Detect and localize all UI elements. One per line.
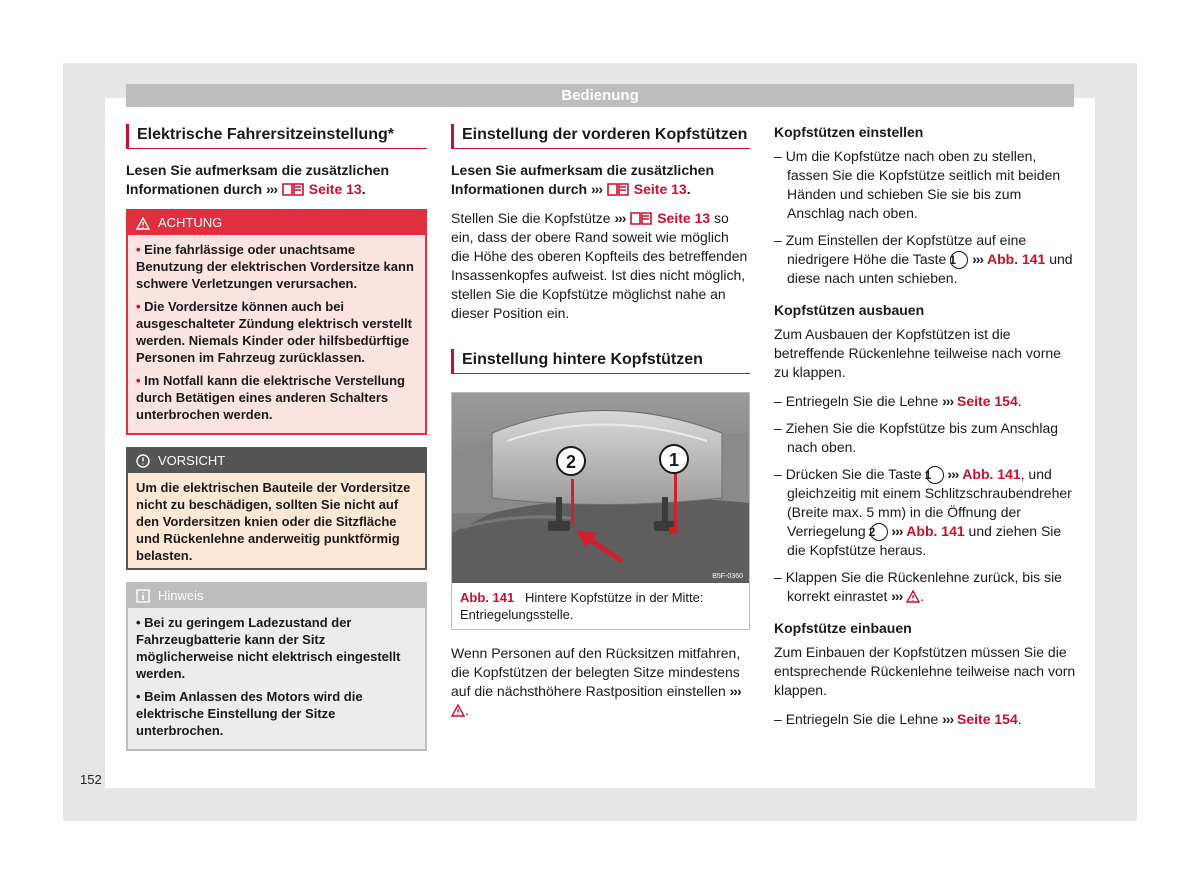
- caption-text: Hintere Kopfstütze in der Mitte: Entriegelungsstelle.: [460, 590, 704, 622]
- list-text: und ziehen Sie die Kopfstütze heraus.: [787, 523, 1062, 558]
- para-text: Wenn Personen auf den Rücksitzen mitfahren, die Kopfstützen der belegten Sitze mindestens auf die nächsthöhere Rastposition einstellen: [451, 645, 741, 699]
- section-title-front-headrest: Einstellung der vorderen Kopfstützen: [451, 124, 750, 149]
- achtung-item: • Im Notfall kann die elektrische Verstellung durch Betätigen eines anderen Schalters unterbrochen werden.: [136, 372, 417, 423]
- achtung-item: • Eine fahrlässige oder unachtsame Benutzung der elektrischen Vordersitze kann schwere Verletzungen verursachen.: [136, 241, 417, 292]
- button-number-badge: 1: [926, 466, 944, 484]
- figure-link[interactable]: Abb. 141: [962, 466, 1021, 482]
- list-item: – Drücken Sie die Taste 1 ››› Abb. 141, und gleichzeitig mit einem Schlitzschraubendreher (Breite max. 5 mm) in die Öffnung der Verriegelung 2 ››› Abb. 141 und ziehen Sie die Kopfstütze heraus.: [774, 466, 1072, 558]
- column-middle: [451, 124, 750, 730]
- subtitle-install: Kopfstütze einbauen: [774, 620, 912, 636]
- headrest-illustration: [452, 393, 749, 583]
- vorsicht-label: VORSICHT: [158, 453, 226, 468]
- hinweis-body: [128, 608, 425, 749]
- list-text: Zum Einstellen der Kopfstütze auf eine niedrigere Höhe die Taste: [785, 232, 1027, 267]
- achtung-label: ACHTUNG: [158, 215, 223, 230]
- button-number-badge: 1: [950, 251, 968, 269]
- caution-icon: [136, 454, 150, 468]
- hinweis-item: • Bei zu geringem Ladezustand der Fahrzeugbatterie kann der Sitz möglicherweise nicht elektrisch eingestellt werden.: [136, 614, 417, 682]
- intro-text: Lesen Sie aufmerksam die zusätzlichen Informationen durch ››› Seite 13.: [451, 162, 714, 197]
- book-icon: [606, 181, 630, 197]
- list-item: – Ziehen Sie die Kopfstütze bis zum Anschlag nach oben.: [774, 420, 1059, 455]
- chevron-icon: ›››: [942, 393, 954, 409]
- hinweis-item: • Beim Anlassen des Motors wird die elektrische Einstellung der Sitze unterbrochen.: [136, 688, 417, 739]
- page-number: 152: [80, 772, 102, 787]
- achtung-body: [128, 235, 425, 433]
- hinweis-box: [126, 582, 427, 751]
- achtung-item: • Die Vordersitze können auch bei ausgeschalteter Zündung elektrisch verstellt werden. Niemals Kinder oder hilfsbedürftige Personen im Fahrzeug zurücklassen.: [136, 298, 417, 366]
- chevron-icon: ›››: [729, 683, 741, 699]
- figure-code: B5F-0360: [712, 573, 743, 580]
- achtung-header: [128, 211, 425, 235]
- warning-icon: [906, 590, 920, 603]
- subtitle-remove: Kopfstützen ausbauen: [774, 302, 925, 318]
- hinweis-header: [128, 584, 425, 608]
- section-title-seat: Elektrische Fahrersitzeinstellung*: [126, 124, 427, 149]
- achtung-box: [126, 209, 427, 435]
- para-text: so ein, dass der obere Rand soweit wie möglich die Höhe des oberen Kopfteils des betreffenden Insassenkopfes aufweist. Ist dies nicht möglich, stellen Sie die Kopfstütze möglichst nahe an dieser Position ein.: [451, 210, 748, 321]
- list-text: Klappen Sie die Rückenlehne zurück, bis sie korrekt einrastet: [785, 569, 1062, 604]
- hinweis-label: Hinweis: [158, 588, 204, 603]
- list-item: – Entriegeln Sie die Lehne ››› Seite 154.: [774, 393, 1022, 409]
- paragraph-front-headrest: [451, 209, 750, 323]
- list-text: Um die Kopfstütze nach oben zu stellen, fassen Sie die Kopfstütze seitlich mit beiden Händen und schieben Sie sie bis zum Anschlag nach oben.: [785, 148, 1061, 221]
- chevron-icon: ›››: [942, 711, 954, 727]
- list-text: Ziehen Sie die Kopfstütze bis zum Anschlag nach oben.: [785, 420, 1059, 455]
- page-link[interactable]: Seite 154: [957, 393, 1018, 409]
- vorsicht-text: Um die elektrischen Bauteile der Vordersitze nicht zu beschädigen, sollten Sie nicht auf den Vordersitzen knien oder die Sitzfläche und Rückenlehne anderweitig punktförmig belasten.: [136, 480, 411, 563]
- section-header: Bedienung: [126, 84, 1074, 107]
- vorsicht-body: [128, 473, 425, 568]
- list-text: und diese nach unten schieben.: [787, 251, 1073, 286]
- figure-label-1: 1: [668, 450, 680, 470]
- figure-label-2: 2: [565, 452, 577, 472]
- vorsicht-box: [126, 447, 427, 570]
- intro-text: Lesen Sie aufmerksam die zusätzlichen Informationen durch ››› Seite 13.: [126, 162, 389, 197]
- page-link[interactable]: Seite 13: [657, 210, 711, 226]
- list-text: Drücken Sie die Taste: [785, 466, 922, 482]
- chevron-icon: ›››: [614, 210, 626, 226]
- list-text: Entriegeln Sie die Lehne: [785, 711, 939, 727]
- list-item: – Entriegeln Sie die Lehne ››› Seite 154.: [774, 711, 1022, 727]
- intro-label: Lesen Sie aufmerksam die zusätzlichen Informationen durch: [126, 162, 389, 197]
- paragraph-remove: Zum Ausbauen der Kopfstützen ist die betreffende Rückenlehne teilweise nach vorne zu klappen.: [774, 326, 1061, 380]
- vorsicht-header: [128, 449, 425, 473]
- chevron-icon: ›››: [591, 181, 603, 197]
- figure-link[interactable]: Abb. 141: [986, 251, 1046, 267]
- intro-page-link[interactable]: Seite 13: [308, 181, 362, 197]
- caption-ref: Abb. 141: [460, 590, 515, 605]
- figure-link[interactable]: Abb. 141: [906, 523, 965, 539]
- chevron-icon: ›››: [266, 181, 278, 197]
- paragraph-rear-headrest: Wenn Personen auf den Rücksitzen mitfahren, die Kopfstützen der belegten Sitze mindestens auf die nächsthöhere Rastposition einstellen ››› .: [451, 645, 741, 718]
- subtitle-adjust: Kopfstützen einstellen: [774, 124, 924, 140]
- list-item: – Zum Einstellen der Kopfstütze auf eine niedrigere Höhe die Taste 1 ››› Abb. 141 und diese nach unten schieben.: [774, 232, 1073, 286]
- list-text: , und gleichzeitig mit einem Schlitzschraubendreher (Breite max. 5 mm) in die Öffnung der Verriegelung: [787, 466, 1072, 539]
- list-item: – Klappen Sie die Rückenlehne zurück, bis sie korrekt einrastet ››› .: [774, 569, 1062, 604]
- paragraph-install: Zum Einbauen der Kopfstützen müssen Sie die entsprechende Rückenlehne teilweise nach vorn klappen.: [774, 644, 1076, 698]
- section-title-rear-headrest: Einstellung hintere Kopfstützen: [451, 349, 750, 374]
- warning-icon: [451, 704, 465, 717]
- info-icon: [136, 589, 150, 603]
- figure-caption: [452, 583, 749, 629]
- chevron-icon: ›››: [891, 523, 903, 539]
- column-right: [774, 124, 1076, 737]
- button-number-badge: 2: [870, 523, 888, 541]
- column-left: [126, 124, 427, 763]
- intro-page-link[interactable]: Seite 13: [633, 181, 687, 197]
- chevron-icon: ›››: [891, 588, 903, 604]
- intro-label: Lesen Sie aufmerksam die zusätzlichen Informationen durch: [451, 162, 714, 197]
- warning-icon: [136, 217, 150, 230]
- list-item: – Um die Kopfstütze nach oben zu stellen, fassen Sie die Kopfstütze seitlich mit beiden Händen und schieben Sie sie bis zum Anschlag nach oben.: [774, 148, 1061, 221]
- book-icon: [281, 181, 305, 197]
- list-text: Entriegeln Sie die Lehne: [785, 393, 939, 409]
- para-text: Stellen Sie die Kopfstütze: [451, 210, 611, 226]
- page-link[interactable]: Seite 154: [957, 711, 1018, 727]
- chevron-icon: ›››: [947, 466, 959, 482]
- figure-141: [451, 392, 750, 630]
- book-icon: [629, 210, 653, 226]
- chevron-icon: ›››: [972, 251, 984, 267]
